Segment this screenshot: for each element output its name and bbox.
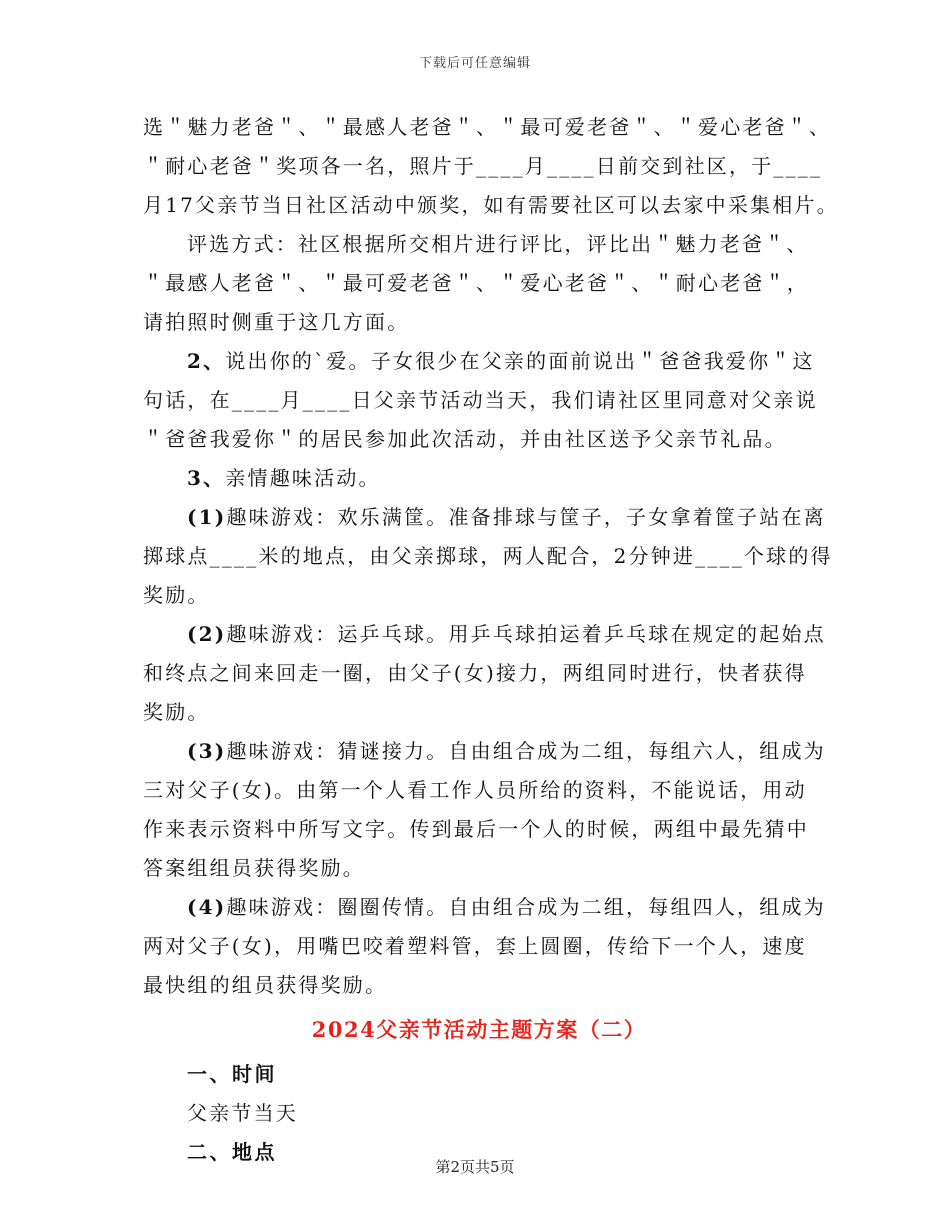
list-number: 3、 <box>187 466 226 490</box>
body-text: 说出你的`爱。子女很少在父亲的面前说出＂爸爸我爱你＂这 <box>225 349 815 373</box>
body-line: 选＂魅力老爸＂、＂最感人老爸＂、＂最可爱老爸＂、＂爱心老爸＂、 <box>143 115 832 139</box>
body-line <box>143 498 826 537</box>
body-line: 评选方式：社区根据所交相片进行评比，评比出＂魅力老爸＂、 <box>187 232 809 256</box>
list-number: (1) <box>187 505 227 529</box>
body-line <box>143 342 815 381</box>
document-body <box>143 108 839 1172</box>
body-text: 趣味游戏：猜谜接力。自由组合成为二组，每组六人，组成为 <box>226 739 826 763</box>
body-line: 最快组的组员获得奖励。 <box>143 973 388 997</box>
body-line: 作来表示资料中所写文字。传到最后一个人的时候，两组中最先猜中 <box>143 817 809 841</box>
body-text: 趣味游戏：圈圈传情。自由组合成为二组，每组四人，组成为 <box>226 895 826 919</box>
list-number: (3) <box>187 739 227 763</box>
section-heading-time: 一、时间 <box>187 1062 277 1086</box>
body-line: 月17父亲节当日社区活动中颁奖，如有需要社区可以去家中采集相片。 <box>143 193 839 217</box>
body-line: 句话，在____月____日父亲节活动当天，我们请社区里同意对父亲说 <box>143 388 818 412</box>
body-line: 三对父子(女)。由第一个人看工作人员所给的资料，不能说话，用动 <box>143 778 807 802</box>
section-title: 2024父亲节活动主题方案（二） <box>311 1017 647 1042</box>
body-line <box>143 888 826 927</box>
body-line: ＂耐心老爸＂奖项各一名，照片于____月____日前交到社区，于____ <box>143 154 823 178</box>
body-line: 奖励。 <box>143 583 210 607</box>
body-line: 请拍照时侧重于这几方面。 <box>143 310 410 334</box>
body-line <box>143 615 826 654</box>
list-number: (4) <box>187 895 227 919</box>
body-line: ＂最感人老爸＂、＂最可爱老爸＂、＂爱心老爸＂、＂耐心老爸＂， <box>143 271 809 295</box>
body-line: 掷球点____米的地点，由父亲掷球，两人配合，2分钟进____个球的得 <box>143 544 833 568</box>
page-header: 下载后可任意编辑 <box>418 56 531 71</box>
body-text: 趣味游戏：欢乐满筐。准备排球与筐子，子女拿着筐子站在离 <box>226 505 826 529</box>
page-number: 第2页共5页 <box>435 1158 515 1176</box>
list-number: (2) <box>187 622 227 646</box>
section-body-time: 父亲节当天 <box>187 1101 298 1125</box>
body-line: 答案组组员获得奖励。 <box>143 856 365 880</box>
section-heading-location: 二、地点 <box>187 1140 277 1164</box>
body-line: 两对父子(女)，用嘴巴咬着塑料管，套上圆圈，传给下一个人，速度 <box>143 934 807 958</box>
body-text: 趣味游戏：运乒乓球。用乒乓球拍运着乒乓球在规定的起始点 <box>226 622 826 646</box>
body-line <box>143 459 815 498</box>
body-line: ＂爸爸我爱你＂的居民参加此次活动，并由社区送予父亲节礼品。 <box>143 427 787 451</box>
body-text: 亲情趣味活动。 <box>225 466 381 490</box>
body-line <box>143 732 826 771</box>
body-line: 和终点之间来回走一圈，由父子(女)接力，两组同时进行，快者获得 <box>143 661 807 685</box>
list-number: 2、 <box>187 349 226 373</box>
body-line: 奖励。 <box>143 700 210 724</box>
